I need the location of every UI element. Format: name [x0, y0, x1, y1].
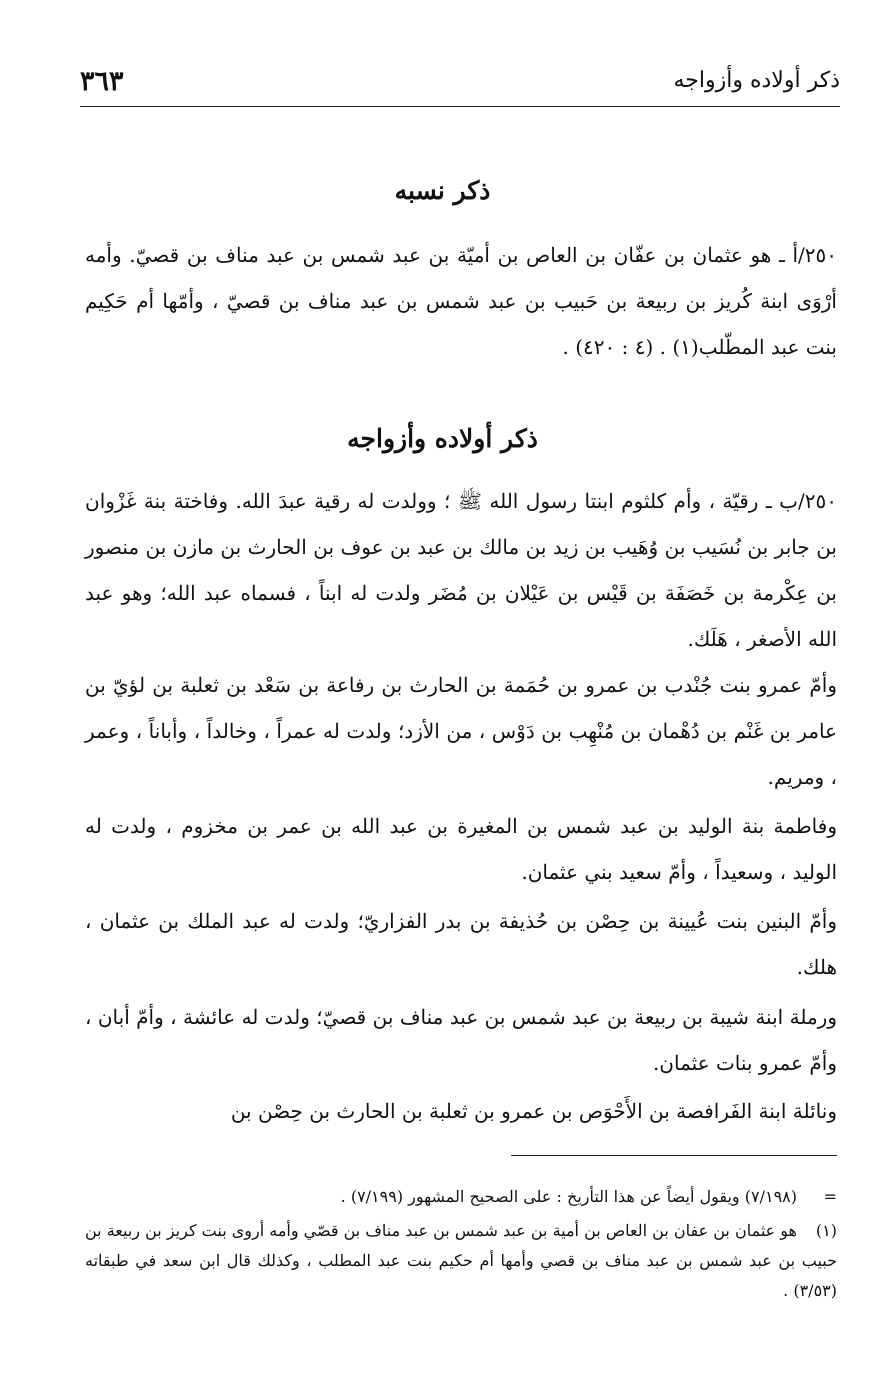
- paragraph-umm-amr: وأمّ عمرو بنت جُنْدب بن عمرو بن حُمَمة بن الحارث بن رفاعة بن سَعْد بن ثعلبة بن لؤيّ بن عامر بن غَنْم بن دُهْمان بن مُنْهِب بن دَوْس ، من الأزد؛ ولدت له عمراً ، وخالداً ، وأباناً ، وعمر ، ومريم.: [85, 673, 837, 789]
- paragraph-250b: ٢٥٠/ب ـ رقيّة ، وأم كلثوم ابنتا رسول الله ﷺ ؛ وولدت له رقية عبدَ الله. وفاختة بنة غَزْوان بن جابر بن نُسَيب بن وُهَيب بن زيد بن مالك بن عبد بن عوف بن الحارث بن مازن بن منصور بن عِكْرمة بن خَصَفَة بن قَيْس بن عَيْلان بن مُضَر ولدت له ابناً ، فسماه عبد الله؛ وهو عبد الله الأصغر ، هَلَك.: [85, 489, 837, 651]
- page-number: ٣٦٣: [80, 66, 124, 97]
- running-title: ذكر أولاده وأزواجه: [673, 68, 840, 93]
- paragraph-umm-albanin: وأمّ البنين بنت عُيينة بن حِصْن بن حُذيفة بن بدر الفزاريّ؛ ولدت له عبد الملك بن عثمان ، هلك.: [85, 909, 837, 979]
- paragraph-naila: ونائلة ابنة الفَرافصة بن الأَحْوَص بن عمرو بن ثعلبة بن الحارث بن حِصْن بن: [230, 1099, 837, 1123]
- paragraph-fatima: وفاطمة بنة الوليد بن عبد شمس بن المغيرة بن عبد الله بن عمر بن مخزوم ، ولدت له الوليد ، وسعيداً ، وأمّ سعيد بني عثمان.: [85, 814, 837, 884]
- footnote-text: هو عثمان بن عفان بن العاص بن أمية بن عبد شمس بن عبد مناف بن قصّي وأمه أروى بنت كريز بن ربيعة بن حبيب بن عبد شمس بن عبد مناف بن قصي وأمها أم حكيم بنت عبد المطلب ، وكذلك قال ابن سعد في طبقاته (٣/٥٣) .: [85, 1221, 837, 1300]
- footnote-continued: [85, 1182, 837, 1212]
- footnote-marker: =: [823, 1187, 837, 1206]
- footnote-separator: [511, 1155, 837, 1156]
- section-title-children-wives: ذكر أولاده وأزواجه: [347, 424, 538, 453]
- footnote-marker: (١): [815, 1221, 837, 1240]
- paragraph-ramla: ورملة ابنة شيبة بن ربيعة بن عبد شمس بن عبد مناف بن قصيّ؛ ولدت له عائشة ، وأمّ أبان ، وأمّ عمرو بنات عثمان.: [85, 1005, 837, 1075]
- footnote-1: [85, 1216, 837, 1306]
- page-header: [80, 62, 840, 107]
- footnote-text: (٧/١٩٨) ويقول أيضاً عن هذا التأريخ : على الصحيح المشهور (٧/١٩٩) .: [340, 1187, 797, 1206]
- section-title-lineage: ذكر نسبه: [394, 176, 491, 205]
- paragraph-250a: ٢٥٠/أ ـ هو عثمان بن عفّان بن العاص بن أميّة بن عبد شمس بن عبد مناف بن قصيّ. وأمه أرْوَى ابنة كُريز بن ربيعة بن حَبيب بن عبد شمس بن عبد مناف بن قصيّ ، وأمّها أم حَكِيم بنت عبد المطّلب(١) . (٤ : ٤٢٠) .: [85, 243, 837, 359]
